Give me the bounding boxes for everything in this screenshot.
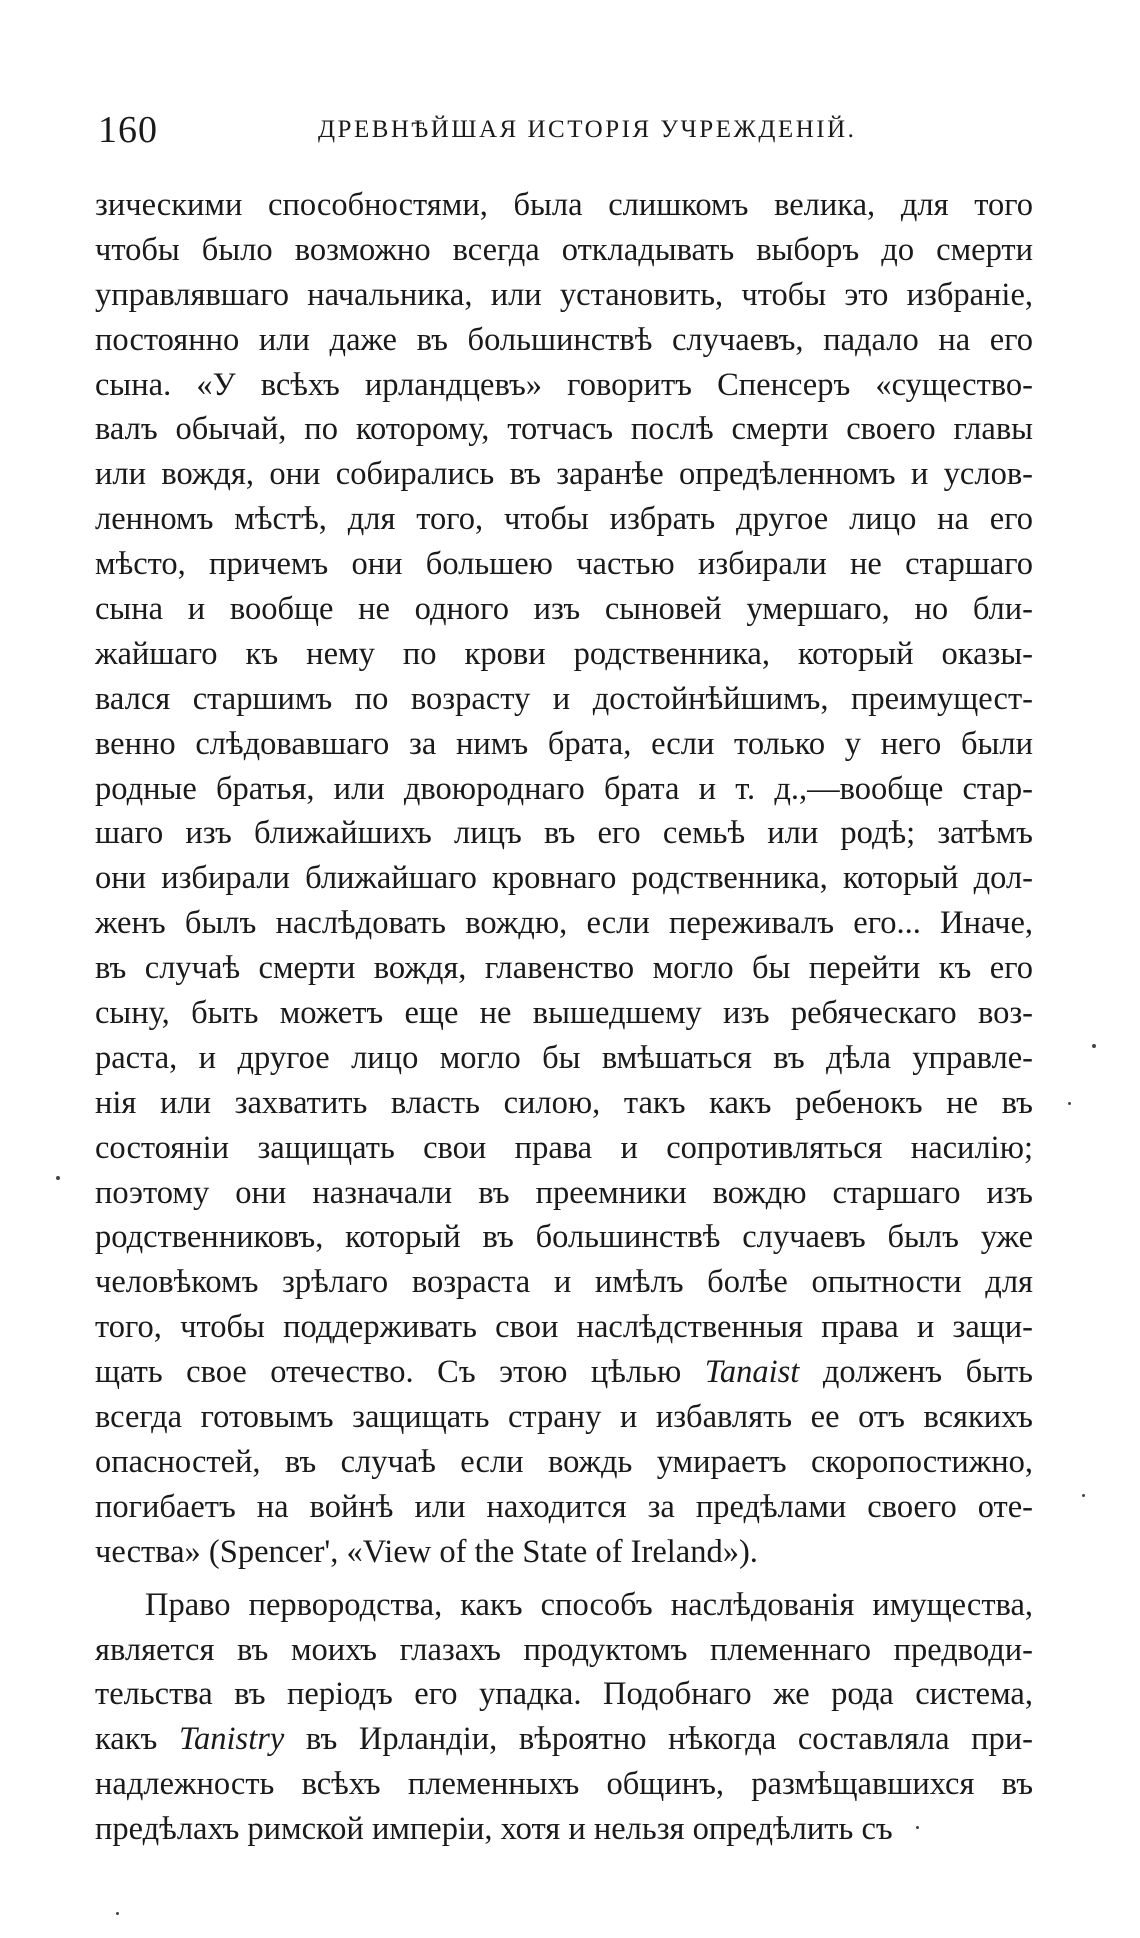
text-line: опасностей, въ случаѣ если вождь умираетъ скоропостижно,	[95, 1443, 1033, 1480]
page-number: 160	[98, 109, 158, 151]
text-line: жайшаго къ нему по крови родственника, который оказы-	[95, 635, 1033, 672]
text-line: вался старшимъ по возрасту и достойнѣйшимъ, преимущест-	[95, 680, 1033, 717]
text-line: мѣсто, причемъ они большею частью избирали не старшаго	[95, 546, 1033, 583]
text-line: нія или захватить власть силою, такъ какъ ребенокъ не въ	[95, 1084, 1033, 1121]
text-line: раста, и другое лицо могло бы вмѣшаться въ дѣла управле-	[95, 1039, 1033, 1076]
text-body	[95, 183, 1033, 1852]
text-line: венно слѣдовавшаго за нимъ брата, если только у него были	[95, 725, 1033, 762]
text-line: надлежность всѣхъ племенныхъ общинъ, размѣщавшихся въ	[95, 1766, 1033, 1803]
text-line: сына. «У всѣхъ ирландцевъ» говоритъ Спенсеръ «существо-	[95, 366, 1033, 403]
text-line: зическими способностями, была слишкомъ велика, для того	[95, 187, 1033, 223]
scan-speck	[916, 1826, 919, 1829]
text-line: Право первородства, какъ способъ наслѣдованія имущества,	[145, 1586, 1033, 1623]
text-line: сына и вообще не одного изъ сыновей умершаго, но бли-	[95, 591, 1033, 628]
scan-speck	[1082, 1494, 1085, 1497]
text-line: родственниковъ, который въ большинствѣ случаевъ былъ уже	[95, 1219, 1033, 1256]
text-line: щать свое отечество. Съ этою цѣлью Tanaist долженъ быть	[95, 1354, 1033, 1391]
text-line: чтобы было возможно всегда откладывать выборъ до смерти	[95, 231, 1033, 268]
scan-speck	[56, 1176, 60, 1180]
running-title: ДРЕВНѢЙШАЯ ИСТОРІЯ УЧРЕЖДЕНІЙ.	[318, 116, 857, 143]
scan-speck	[1068, 1102, 1071, 1105]
text-line: въ случаѣ смерти вождя, главенство могло бы перейти къ его	[95, 950, 1033, 987]
text-line: валъ обычай, по которому, тотчасъ послѣ смерти своего главы	[95, 411, 1033, 448]
scan-speck	[1092, 1044, 1096, 1048]
text-line: ленномъ мѣстѣ, для того, чтобы избрать другое лицо на его	[95, 501, 1033, 538]
text-line: человѣкомъ зрѣлаго возраста и имѣлъ болѣе опытности для	[95, 1264, 1033, 1301]
text-line: родные братья, или двоюроднаго брата и т. д.,—вообще стар-	[95, 770, 1033, 807]
text-line: является въ моихъ глазахъ продуктомъ племеннаго предводи-	[95, 1631, 1033, 1668]
text-line: погибаетъ на войнѣ или находится за предѣлами своего оте-	[95, 1488, 1033, 1525]
text-line: какъ Tanistry въ Ирландіи, вѣроятно нѣкогда составляла при-	[95, 1721, 1033, 1758]
text-line: или вождя, они собирались въ заранѣе опредѣленномъ и услов-	[95, 456, 1033, 493]
scan-speck	[116, 1912, 119, 1915]
text-line: чества» (Spencer', «View of the State of Ireland»).	[95, 1533, 758, 1570]
text-line: поэтому они назначали въ преемники вождю старшаго изъ	[95, 1174, 1033, 1211]
text-line: состояніи защищать свои права и сопротивляться насилію;	[95, 1129, 1033, 1166]
text-line: они избирали ближайшаго кровнаго родственника, который дол-	[95, 860, 1033, 897]
text-line: женъ былъ наслѣдовать вождю, если переживалъ его... Иначе,	[95, 905, 1033, 942]
italic-term: Tanistry	[178, 1721, 285, 1758]
text-line: всегда готовымъ защищать страну и избавлять ее отъ всякихъ	[95, 1399, 1033, 1436]
text-line: управлявшаго начальника, или установить, чтобы это избраніе,	[95, 276, 1033, 313]
text-line: того, чтобы поддерживать свои наслѣдственныя права и защи-	[95, 1309, 1033, 1346]
page-header	[98, 108, 1028, 152]
text-line: шаго изъ ближайшихъ лицъ въ его семьѣ или родѣ; затѣмъ	[95, 815, 1033, 852]
paragraph-2	[95, 1583, 1033, 1852]
text-line: тельства въ періодъ его упадка. Подобнаго же рода система,	[95, 1676, 1033, 1713]
text-line: постоянно или даже въ большинствѣ случаевъ, падало на его	[95, 321, 1033, 358]
italic-term: Tanaist	[704, 1354, 800, 1391]
text-line: предѣлахъ римской имперіи, хотя и нельзя опредѣлить съ	[95, 1811, 893, 1848]
text-line: сыну, быть можетъ еще не вышедшему изъ ребяческаго воз-	[95, 995, 1033, 1032]
paragraph-1	[95, 183, 1033, 1575]
